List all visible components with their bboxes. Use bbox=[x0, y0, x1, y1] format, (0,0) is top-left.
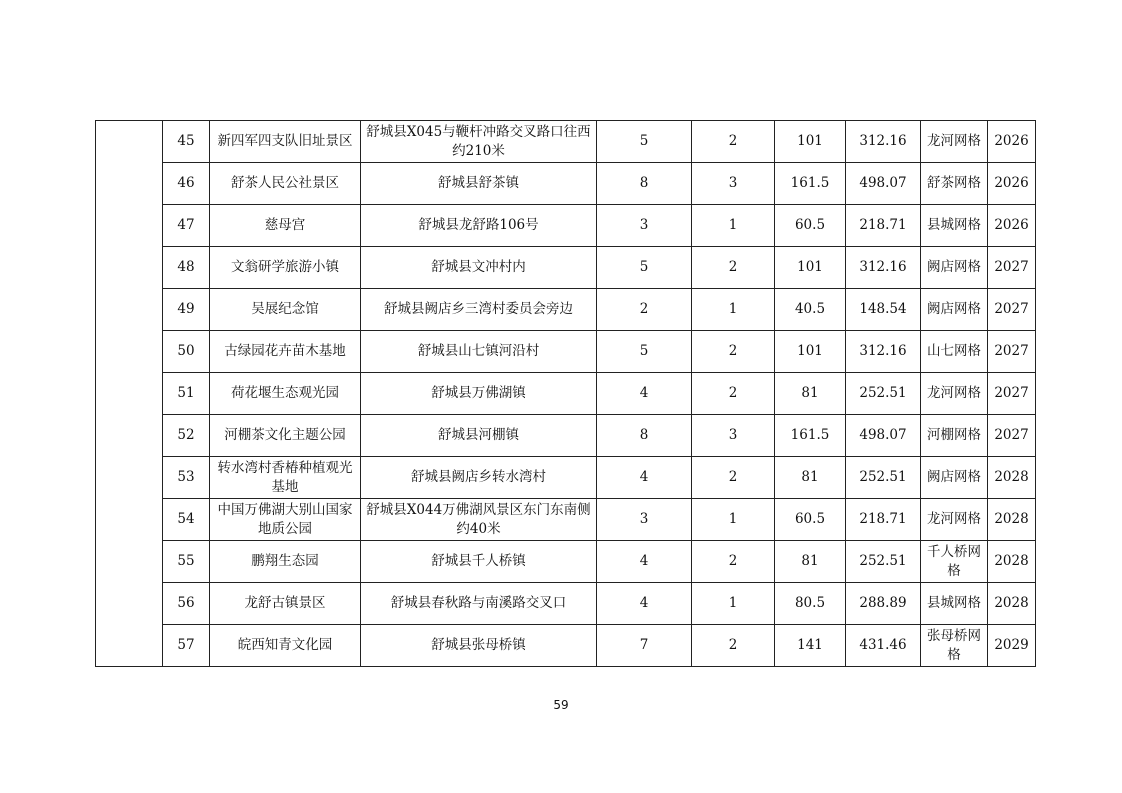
grid-cell: 舒茶网格 bbox=[921, 163, 988, 205]
value-cell-1: 3 bbox=[597, 499, 692, 541]
value-cell-4: 252.51 bbox=[846, 457, 921, 499]
value-cell-1: 4 bbox=[597, 457, 692, 499]
value-cell-3: 101 bbox=[775, 331, 846, 373]
year-cell: 2029 bbox=[988, 625, 1036, 667]
value-cell-2: 2 bbox=[692, 121, 775, 163]
value-cell-3: 60.5 bbox=[775, 205, 846, 247]
site-name-cell: 河棚茶文化主题公园 bbox=[210, 415, 361, 457]
table-row bbox=[96, 373, 1036, 415]
address-cell: 舒城县河棚镇 bbox=[361, 415, 597, 457]
value-cell-2: 1 bbox=[692, 499, 775, 541]
row-number-cell: 56 bbox=[163, 583, 210, 625]
value-cell-3: 101 bbox=[775, 247, 846, 289]
address-cell: 舒城县张母桥镇 bbox=[361, 625, 597, 667]
site-name-cell: 鹏翔生态园 bbox=[210, 541, 361, 583]
table-row bbox=[96, 499, 1036, 541]
address-cell: 舒城县X045与鞭杆冲路交叉路口往西约210米 bbox=[361, 121, 597, 163]
address-cell: 舒城县阙店乡三湾村委员会旁边 bbox=[361, 289, 597, 331]
address-cell: 舒城县龙舒路106号 bbox=[361, 205, 597, 247]
value-cell-3: 40.5 bbox=[775, 289, 846, 331]
site-name-cell: 皖西知青文化园 bbox=[210, 625, 361, 667]
value-cell-1: 4 bbox=[597, 541, 692, 583]
year-cell: 2026 bbox=[988, 205, 1036, 247]
value-cell-4: 288.89 bbox=[846, 583, 921, 625]
table-row bbox=[96, 541, 1036, 583]
grid-cell: 张母桥网格 bbox=[921, 625, 988, 667]
row-number-cell: 52 bbox=[163, 415, 210, 457]
site-name-cell: 转水湾村香椿种植观光基地 bbox=[210, 457, 361, 499]
value-cell-3: 81 bbox=[775, 457, 846, 499]
address-cell: 舒城县千人桥镇 bbox=[361, 541, 597, 583]
address-cell: 舒城县山七镇河沿村 bbox=[361, 331, 597, 373]
value-cell-4: 498.07 bbox=[846, 163, 921, 205]
address-cell: 舒城县阙店乡转水湾村 bbox=[361, 457, 597, 499]
address-cell: 舒城县万佛湖镇 bbox=[361, 373, 597, 415]
value-cell-2: 3 bbox=[692, 415, 775, 457]
table-row bbox=[96, 457, 1036, 499]
value-cell-4: 498.07 bbox=[846, 415, 921, 457]
row-number-cell: 54 bbox=[163, 499, 210, 541]
value-cell-2: 2 bbox=[692, 457, 775, 499]
address-cell: 舒城县X044万佛湖风景区东门东南侧约40米 bbox=[361, 499, 597, 541]
row-number-cell: 53 bbox=[163, 457, 210, 499]
table-row bbox=[96, 289, 1036, 331]
address-cell: 舒城县文冲村内 bbox=[361, 247, 597, 289]
address-cell: 舒城县舒茶镇 bbox=[361, 163, 597, 205]
value-cell-2: 2 bbox=[692, 541, 775, 583]
value-cell-1: 4 bbox=[597, 583, 692, 625]
table-row bbox=[96, 205, 1036, 247]
table-row bbox=[96, 625, 1036, 667]
year-cell: 2028 bbox=[988, 541, 1036, 583]
value-cell-1: 2 bbox=[597, 289, 692, 331]
value-cell-4: 218.71 bbox=[846, 205, 921, 247]
value-cell-3: 80.5 bbox=[775, 583, 846, 625]
year-cell: 2028 bbox=[988, 583, 1036, 625]
year-cell: 2028 bbox=[988, 457, 1036, 499]
value-cell-4: 312.16 bbox=[846, 331, 921, 373]
value-cell-2: 2 bbox=[692, 625, 775, 667]
site-name-cell: 中国万佛湖大别山国家地质公园 bbox=[210, 499, 361, 541]
year-cell: 2027 bbox=[988, 247, 1036, 289]
year-cell: 2027 bbox=[988, 373, 1036, 415]
value-cell-1: 7 bbox=[597, 625, 692, 667]
grid-cell: 山七网格 bbox=[921, 331, 988, 373]
table-row bbox=[96, 121, 1036, 163]
value-cell-2: 2 bbox=[692, 247, 775, 289]
table-row bbox=[96, 331, 1036, 373]
value-cell-4: 431.46 bbox=[846, 625, 921, 667]
value-cell-2: 2 bbox=[692, 373, 775, 415]
site-name-cell: 新四军四支队旧址景区 bbox=[210, 121, 361, 163]
year-cell: 2028 bbox=[988, 499, 1036, 541]
value-cell-2: 1 bbox=[692, 205, 775, 247]
site-name-cell: 吴展纪念馆 bbox=[210, 289, 361, 331]
site-name-cell: 慈母宫 bbox=[210, 205, 361, 247]
value-cell-1: 8 bbox=[597, 415, 692, 457]
year-cell: 2027 bbox=[988, 415, 1036, 457]
value-cell-1: 8 bbox=[597, 163, 692, 205]
year-cell: 2027 bbox=[988, 289, 1036, 331]
row-number-cell: 49 bbox=[163, 289, 210, 331]
value-cell-3: 81 bbox=[775, 373, 846, 415]
grid-cell: 河棚网格 bbox=[921, 415, 988, 457]
value-cell-4: 252.51 bbox=[846, 373, 921, 415]
year-cell: 2027 bbox=[988, 331, 1036, 373]
value-cell-1: 5 bbox=[597, 331, 692, 373]
value-cell-4: 218.71 bbox=[846, 499, 921, 541]
value-cell-3: 101 bbox=[775, 121, 846, 163]
merged-category-cell bbox=[96, 121, 163, 667]
page-number: 59 bbox=[553, 698, 569, 712]
site-name-cell: 古绿园花卉苗木基地 bbox=[210, 331, 361, 373]
value-cell-4: 312.16 bbox=[846, 121, 921, 163]
table-row bbox=[96, 247, 1036, 289]
grid-cell: 龙河网格 bbox=[921, 499, 988, 541]
value-cell-1: 5 bbox=[597, 121, 692, 163]
table-row bbox=[96, 583, 1036, 625]
site-name-cell: 荷花堰生态观光园 bbox=[210, 373, 361, 415]
year-cell: 2026 bbox=[988, 121, 1036, 163]
site-name-cell: 舒茶人民公社景区 bbox=[210, 163, 361, 205]
row-number-cell: 47 bbox=[163, 205, 210, 247]
value-cell-3: 60.5 bbox=[775, 499, 846, 541]
value-cell-4: 252.51 bbox=[846, 541, 921, 583]
grid-cell: 龙河网格 bbox=[921, 373, 988, 415]
value-cell-2: 1 bbox=[692, 289, 775, 331]
value-cell-1: 4 bbox=[597, 373, 692, 415]
row-number-cell: 50 bbox=[163, 331, 210, 373]
grid-cell: 阙店网格 bbox=[921, 247, 988, 289]
row-number-cell: 57 bbox=[163, 625, 210, 667]
grid-cell: 县城网格 bbox=[921, 205, 988, 247]
value-cell-2: 1 bbox=[692, 583, 775, 625]
site-name-cell: 文翁研学旅游小镇 bbox=[210, 247, 361, 289]
row-number-cell: 48 bbox=[163, 247, 210, 289]
row-number-cell: 45 bbox=[163, 121, 210, 163]
table-row bbox=[96, 415, 1036, 457]
site-name-cell: 龙舒古镇景区 bbox=[210, 583, 361, 625]
row-number-cell: 51 bbox=[163, 373, 210, 415]
grid-cell: 阙店网格 bbox=[921, 289, 988, 331]
value-cell-3: 81 bbox=[775, 541, 846, 583]
grid-cell: 千人桥网格 bbox=[921, 541, 988, 583]
address-cell: 舒城县春秋路与南溪路交叉口 bbox=[361, 583, 597, 625]
value-cell-2: 3 bbox=[692, 163, 775, 205]
grid-cell: 阙店网格 bbox=[921, 457, 988, 499]
value-cell-4: 148.54 bbox=[846, 289, 921, 331]
grid-cell: 龙河网格 bbox=[921, 121, 988, 163]
facility-table bbox=[95, 120, 1036, 667]
value-cell-4: 312.16 bbox=[846, 247, 921, 289]
value-cell-3: 161.5 bbox=[775, 163, 846, 205]
year-cell: 2026 bbox=[988, 163, 1036, 205]
grid-cell: 县城网格 bbox=[921, 583, 988, 625]
table-row bbox=[96, 163, 1036, 205]
value-cell-1: 5 bbox=[597, 247, 692, 289]
value-cell-3: 141 bbox=[775, 625, 846, 667]
row-number-cell: 55 bbox=[163, 541, 210, 583]
value-cell-2: 2 bbox=[692, 331, 775, 373]
value-cell-3: 161.5 bbox=[775, 415, 846, 457]
row-number-cell: 46 bbox=[163, 163, 210, 205]
value-cell-1: 3 bbox=[597, 205, 692, 247]
